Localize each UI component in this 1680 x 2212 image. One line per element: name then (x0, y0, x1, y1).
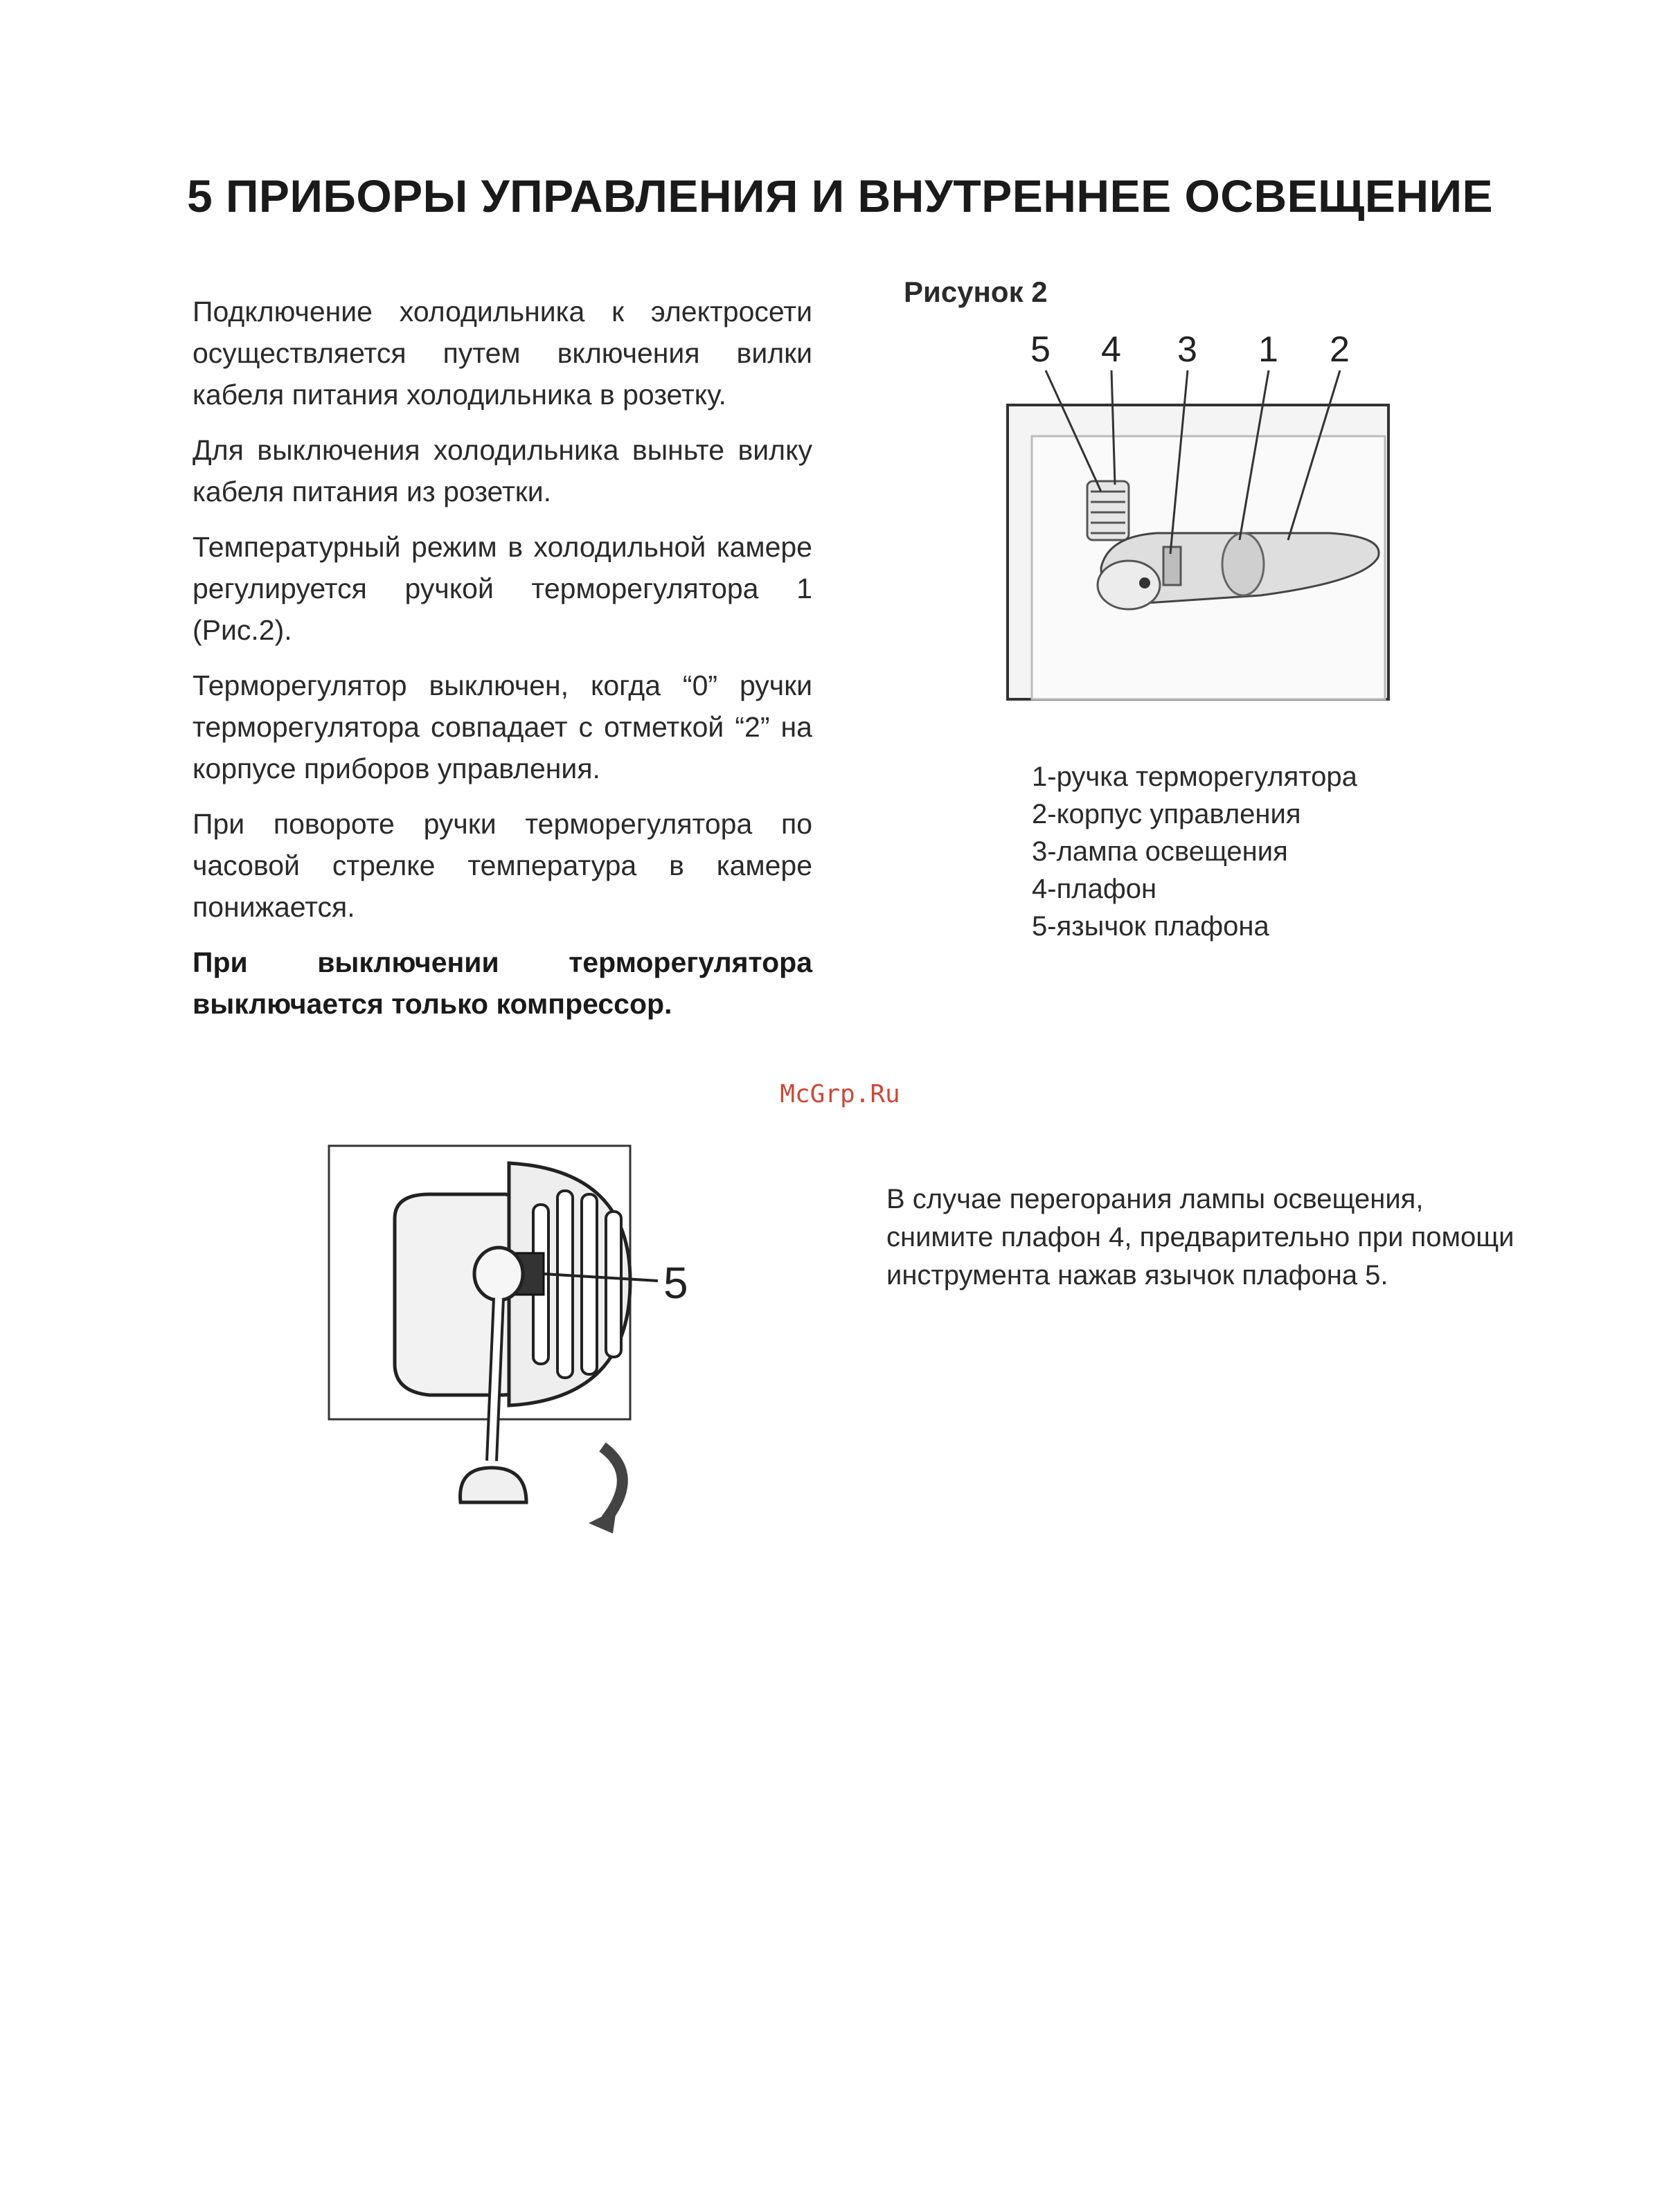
paragraph-connect: Подключение холодильника к электросети осуществляется путем включения вилки кабеля питания холодильника в розетку. (193, 296, 812, 411)
paragraph-rotation: При повороте ручки терморегулятора по часовой стрелке температура в камере понижается. (193, 808, 812, 923)
lamp-replacement-note (886, 1180, 1579, 1295)
callout-5: 5 (1030, 330, 1051, 370)
figure-caption: Рисунок 2 (904, 276, 1048, 308)
callout-4: 4 (1101, 330, 1121, 370)
instructions-column (193, 291, 812, 1038)
legend-item: 3-лампа освещения (1032, 836, 1288, 867)
legend-item: 2-корпус управления (1032, 799, 1301, 829)
note-line: снимите плафон 4, предварительно при помощи (886, 1222, 1514, 1252)
bold-note: При выключении терморегулятора выключается только компрессор. (193, 946, 812, 1020)
callout-3: 3 (1177, 330, 1197, 370)
legend-item: 1-ручка терморегулятора (1032, 762, 1357, 792)
callout-5: 5 (663, 1258, 688, 1308)
page-title: 5 ПРИБОРЫ УПРАВЛЕНИЯ И ВНУТРЕННЕЕ ОСВЕЩЕНИЕ (186, 170, 1494, 222)
note-line: В случае перегорания лампы освещения, (886, 1184, 1424, 1214)
control-unit-illustration (997, 325, 1413, 706)
paragraph-thermostat-off: Терморегулятор выключен, когда “0” ручки терморегулятора совпадает с отметкой “2” на корпусе приборов управления. (193, 669, 812, 784)
lamp-cover-icon (1087, 481, 1129, 540)
paragraph-disconnect: Для выключения холодильника выньте вилку кабеля питания из розетки. (193, 434, 812, 507)
legend-item: 4-плафон (1032, 874, 1157, 904)
note-line: инструмента нажав язычок плафона 5. (886, 1260, 1388, 1291)
figure-legend (1032, 758, 1357, 945)
callout-2: 2 (1330, 330, 1350, 370)
watermark: McGrp.Ru (780, 1080, 900, 1108)
paragraph-temperature: Температурный режим в холодильной камере регулируется ручкой терморегулятора 1 (Рис.2). (193, 531, 812, 646)
lamp-cover-removal-illustration (325, 1142, 706, 1544)
callout-1: 1 (1258, 330, 1278, 370)
legend-item: 5-язычок плафона (1032, 911, 1269, 942)
